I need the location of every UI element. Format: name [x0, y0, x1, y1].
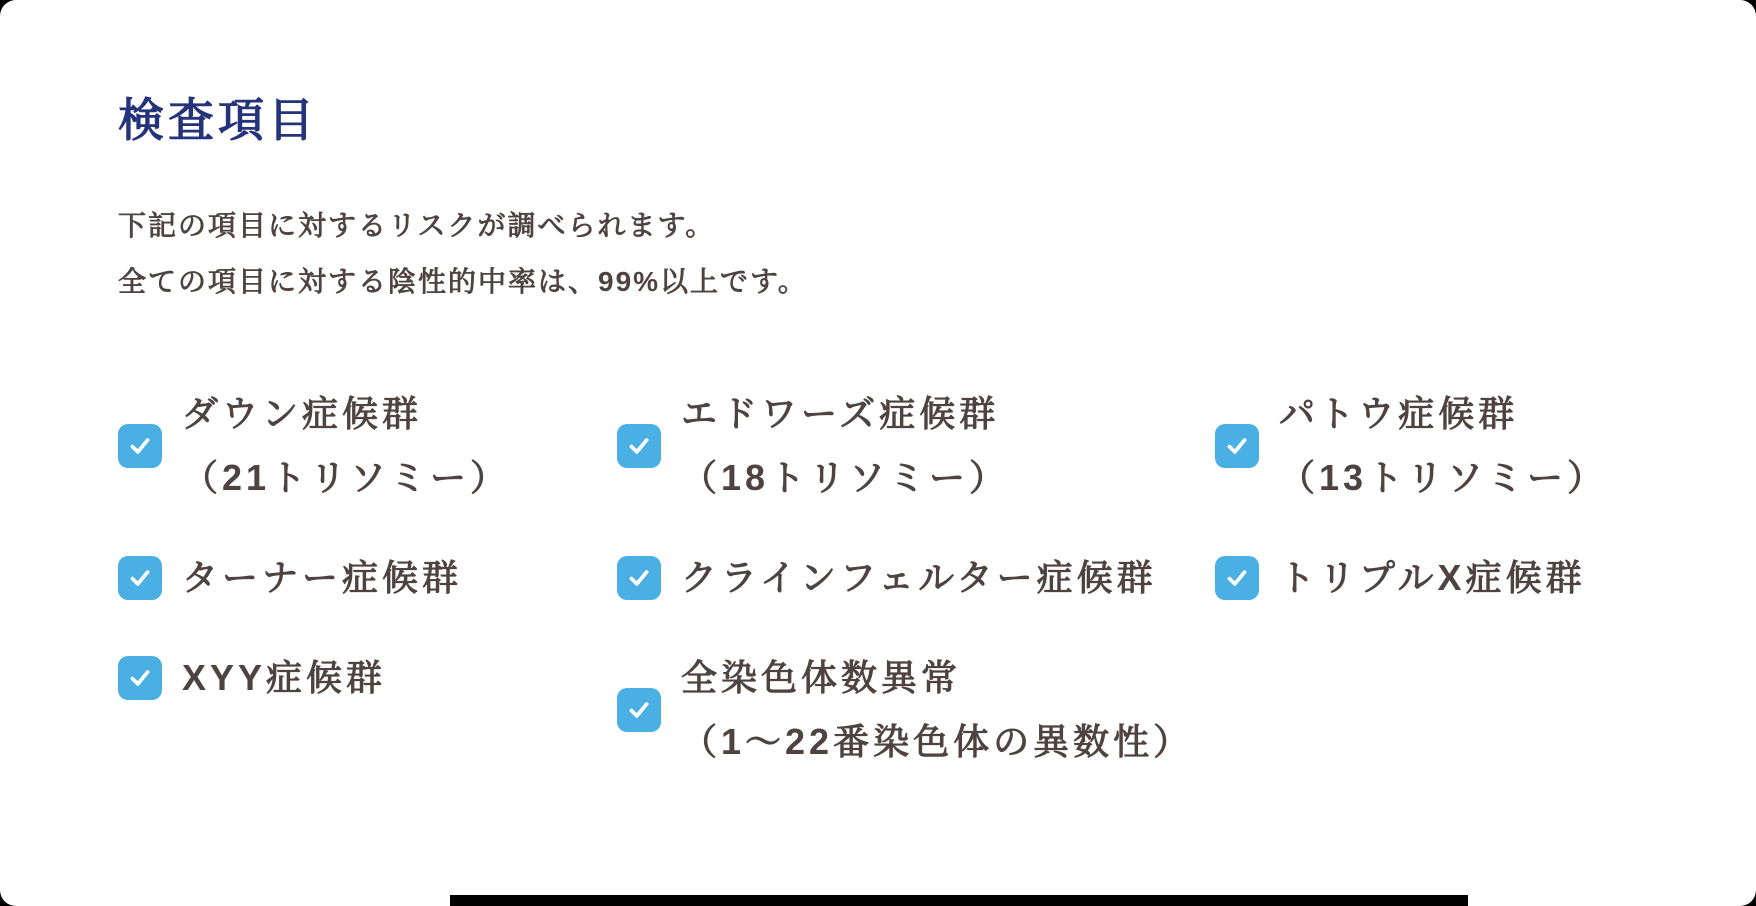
- checkbox-checked[interactable]: [118, 556, 162, 600]
- description-line-1: 下記の項目に対するリスクが調べられます。: [118, 210, 716, 241]
- check-icon: [127, 665, 153, 691]
- checkbox-checked[interactable]: [617, 556, 661, 600]
- checkbox-checked[interactable]: [1215, 424, 1259, 468]
- test-item-label: 全染色体数異常 （1〜22番染色体の異数性）: [681, 657, 1194, 762]
- test-item-label: クラインフェルター症候群: [681, 557, 1157, 598]
- check-icon: [626, 565, 652, 591]
- test-item-turner-syndrome: [118, 546, 617, 610]
- check-icon: [127, 433, 153, 459]
- check-icon: [626, 697, 652, 723]
- test-item-label: ターナー症候群: [182, 557, 463, 598]
- checkbox-checked[interactable]: [617, 424, 661, 468]
- test-item-edwards-syndrome: [617, 382, 1215, 510]
- check-icon: [127, 565, 153, 591]
- test-item-label: XYY症候群: [182, 657, 387, 698]
- test-item-label: パトウ症候群 （13トリソミー）: [1279, 393, 1608, 498]
- description-line-2: 全ての項目に対する陰性的中率は、99%以上です。: [118, 266, 808, 297]
- test-item-label: トリプルX症候群: [1279, 557, 1586, 598]
- check-icon: [626, 433, 652, 459]
- section-title: 検査項目: [118, 94, 318, 146]
- test-item-down-syndrome: [118, 382, 617, 510]
- test-item-label: エドワーズ症候群 （18トリソミー）: [681, 393, 1010, 498]
- section-description: [118, 198, 808, 310]
- test-items-row-2: [118, 546, 1716, 610]
- bottom-dark-strip: [450, 895, 1468, 906]
- checkbox-checked[interactable]: [118, 656, 162, 700]
- test-item-xyy-syndrome: [118, 646, 617, 710]
- checkbox-checked[interactable]: [617, 688, 661, 732]
- check-icon: [1224, 565, 1250, 591]
- test-items-row-1: [118, 382, 1716, 510]
- test-items-grid: [118, 382, 1716, 810]
- check-icon: [1224, 433, 1250, 459]
- test-item-klinefelter-syndrome: [617, 546, 1215, 610]
- test-item-patau-syndrome: [1215, 382, 1607, 510]
- test-item-label: ダウン症候群 （21トリソミー）: [182, 393, 511, 498]
- checkbox-checked[interactable]: [1215, 556, 1259, 600]
- test-item-all-chromosome-aneuploidy: [617, 646, 1215, 774]
- test-items-row-3: [118, 646, 1716, 774]
- checkbox-checked[interactable]: [118, 424, 162, 468]
- test-item-triple-x-syndrome: [1215, 546, 1586, 610]
